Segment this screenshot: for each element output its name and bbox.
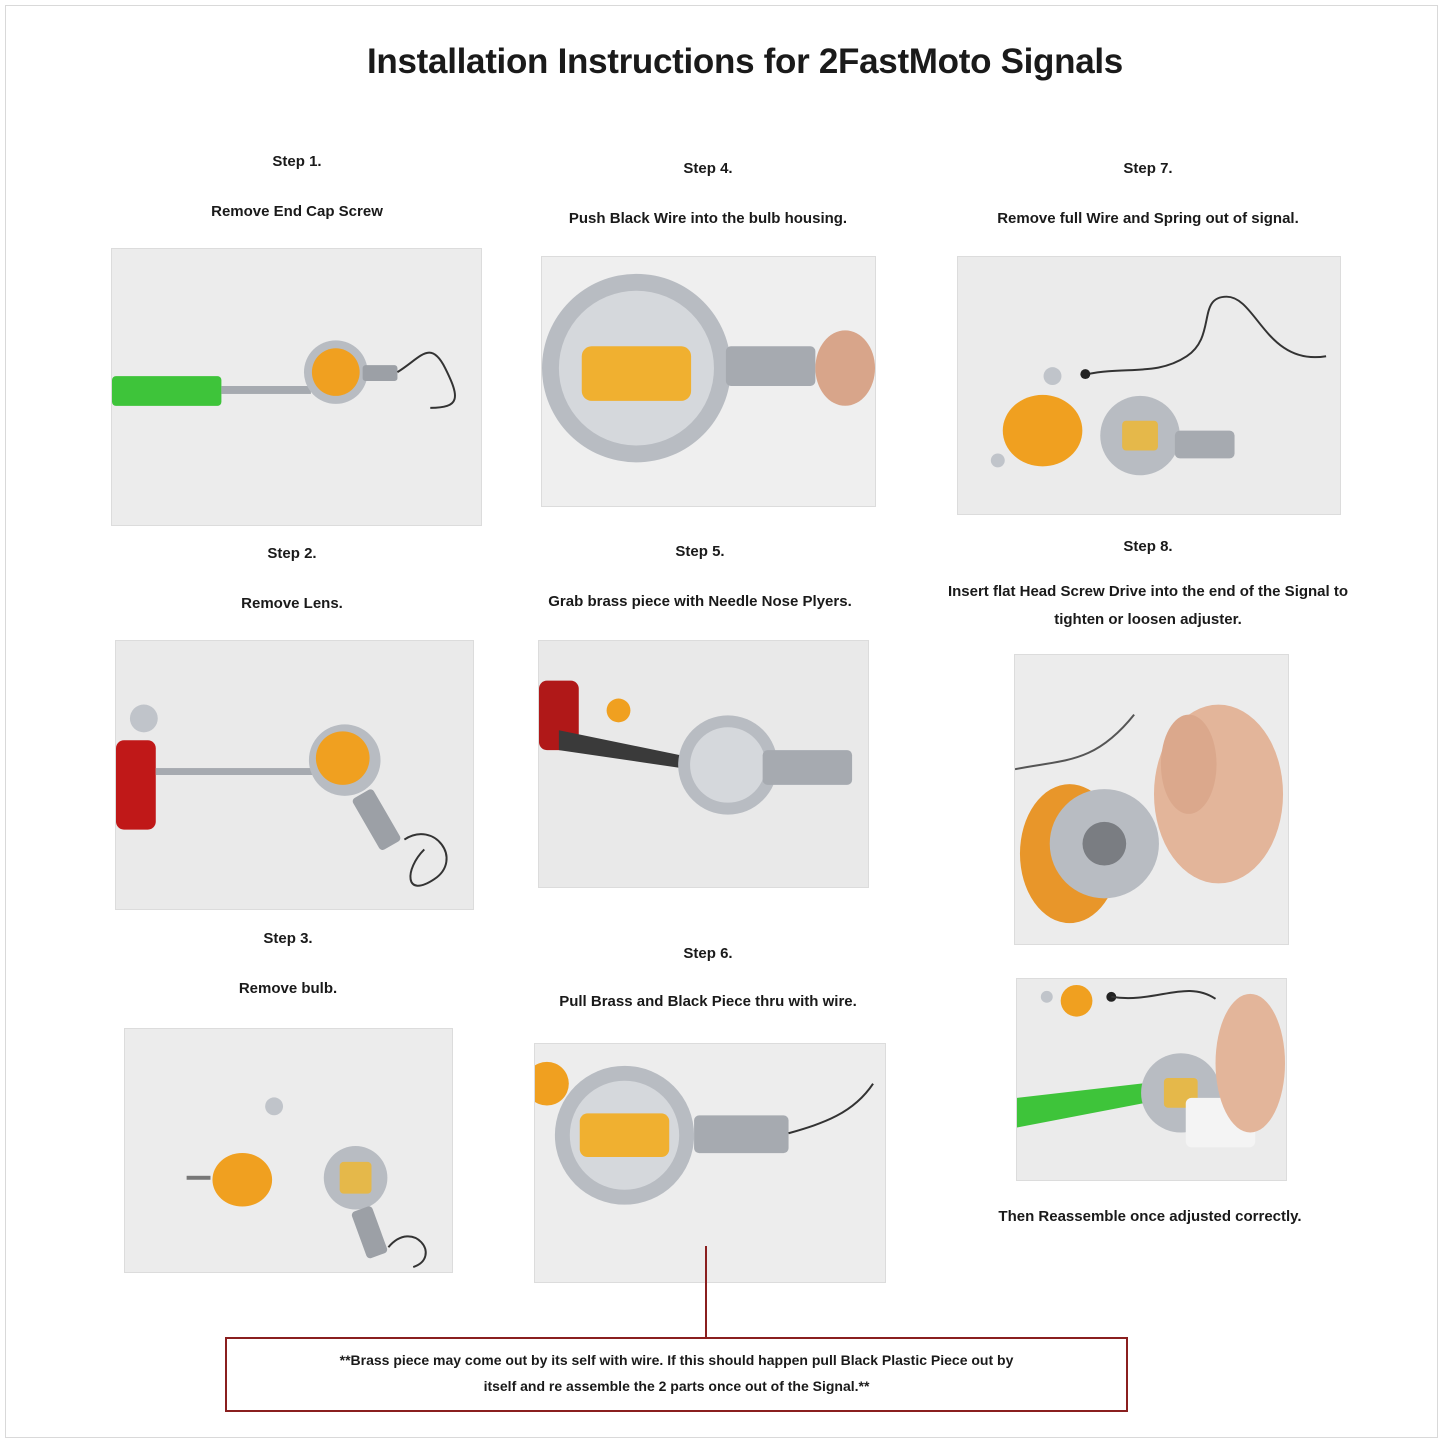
step-4-description: Push Black Wire into the bulb housing. — [568, 210, 848, 227]
note-connector-line — [705, 1246, 707, 1337]
step-7-photo — [957, 256, 1341, 515]
step-8-description: Insert flat Head Screw Drive into the end of the Signal to tighten or loosen adjuster. — [947, 583, 1349, 628]
note-box — [225, 1337, 1128, 1412]
step-6-photo — [534, 1043, 886, 1283]
step-2-description: Remove Lens. — [241, 595, 343, 612]
step-8-photo-b — [1016, 978, 1287, 1181]
note-line-2: itself and re assemble the 2 parts once out of the Signal.** — [483, 1378, 870, 1394]
step-1-photo — [111, 248, 482, 526]
step-4-photo — [541, 256, 876, 507]
step-2-label: Step 2. — [267, 545, 317, 562]
step-5-label: Step 5. — [675, 543, 725, 560]
step-6-description: Pull Brass and Black Piece thru with wire. — [559, 993, 857, 1010]
step-1-label: Step 1. — [272, 153, 322, 170]
step-7-description: Remove full Wire and Spring out of signal. — [997, 210, 1299, 227]
step-2-photo — [115, 640, 474, 910]
step-5-photo — [538, 640, 869, 888]
step-5-description: Grab brass piece with Needle Nose Plyers. — [548, 593, 852, 610]
step-1-description: Remove End Cap Screw — [211, 203, 383, 220]
final-instruction: Then Reassemble once adjusted correctly. — [998, 1208, 1302, 1225]
step-6-label: Step 6. — [683, 945, 733, 962]
step-3-label: Step 3. — [263, 930, 313, 947]
step-8-photo-a — [1014, 654, 1289, 945]
step-7-label: Step 7. — [1123, 160, 1173, 177]
step-4-label: Step 4. — [683, 160, 733, 177]
step-3-photo — [124, 1028, 453, 1273]
step-3-description: Remove bulb. — [238, 980, 338, 997]
note-line-1: **Brass piece may come out by its self with wire. If this should happen pull Black Plastic Piece out by — [339, 1352, 1014, 1368]
page-title: Installation Instructions for 2FastMoto Signals — [367, 42, 1123, 81]
step-8-label: Step 8. — [1123, 538, 1173, 555]
